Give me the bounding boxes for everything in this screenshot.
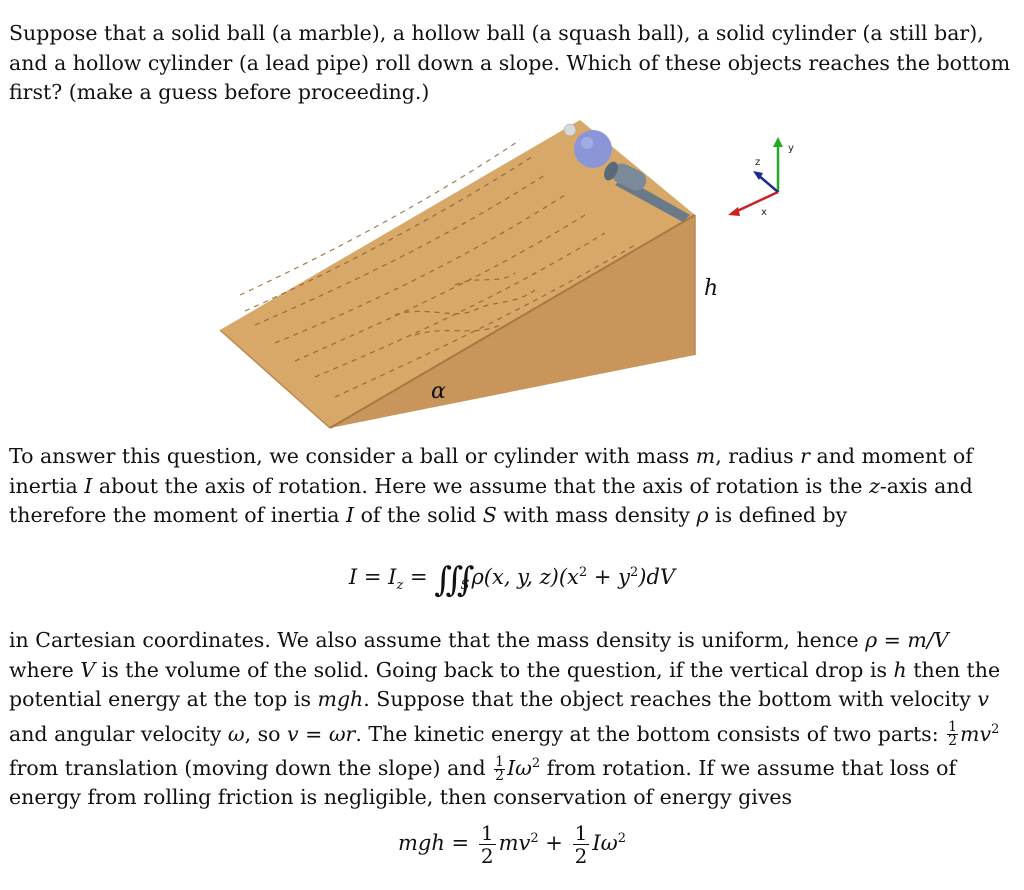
paragraph-inertia: To answer this question, we consider a ball or cylinder with mass m, radius r and moment of inertia I about the axis of rotation. Here we assume that the axis of rotation is the z-axis and therefore the moment of inertia I of the solid S with mass density ρ is defined by	[9, 444, 973, 527]
axis-x-label: x	[761, 207, 767, 218]
ball	[574, 130, 612, 168]
paragraph-energy: in Cartesian coordinates. We also assume that the mass density is uniform, hence ρ = m/V where V is the volume of the solid. Going back to the question, if the vertical drop is h then the potential energy at the top is mgh. Suppose that the object reaches the bottom with velocity v and angular velocity ω, so v = ωr. The kinetic energy at the bottom consists of two parts: $\frac{1}{2}$ $mv^2$ from translation (moving down the slope) and $\frac{1}{2}$ $I\omega^2$ from rotation. If we assume that loss of energy from rolling friction is negligible, then conservation of energy gives	[9, 628, 1001, 810]
axis-y-label: y	[788, 143, 794, 154]
coordinate-axes	[728, 137, 794, 218]
axis-z-label: z	[755, 157, 761, 168]
ramp-figure	[215, 115, 795, 435]
height-label: h	[704, 276, 719, 301]
intro-paragraph: Suppose that a solid ball (a marble), a hollow ball (a squash ball), a solid cylinder (a still bar), and a hollow cylinder (a lead pipe) roll down a slope. Which of these objects reaches the bottom first? (make a guess before proceeding.)	[9, 21, 1011, 104]
equation-energy-conservation: mgh = $\frac{1}{2}$ $mv^2$ + $\frac{1}{2}$ $I\omega^2$	[398, 821, 627, 868]
small-ball	[564, 124, 576, 136]
equation-moment-of-inertia: $I = I_z$ = $∭_S$ ρ(x, y, $z)(x^2 + y^2)dV$	[348, 560, 676, 600]
angle-label: α	[431, 379, 446, 404]
